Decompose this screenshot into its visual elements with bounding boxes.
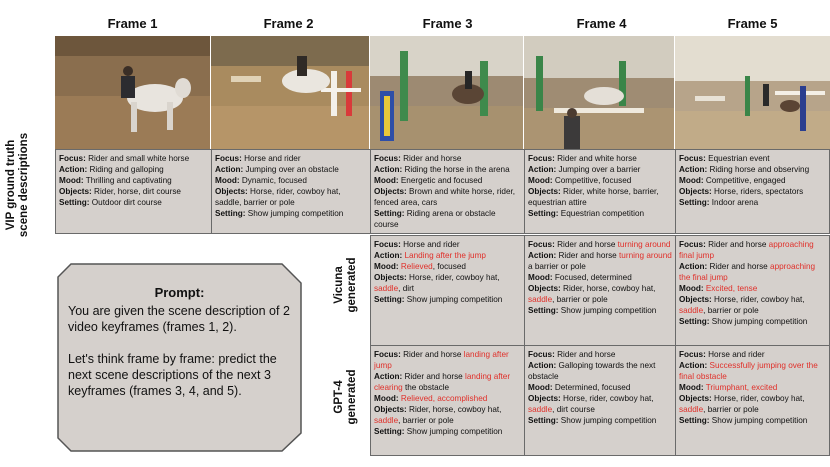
vicuna-row-label: Vicuna generated: [333, 257, 358, 313]
prompt-title: Prompt:: [154, 285, 205, 300]
gpt4-cell-frame-5: Focus: Horse and rider Action: Successfully jumping over the final obstacle Mood: Triumphant, excited Objects: Horse, rider, cowboy hat, saddle, barrier or pole Setting: Show jumping competition: [675, 345, 830, 456]
vicuna-cell-frame-5: Focus: Rider and horse approaching final jump Action: Rider and horse approaching the final jump Mood: Excited, tense Objects: Horse, rider, cowboy hat, saddle, barrier or pole Setting: Show jumping competition: [675, 235, 830, 346]
prompt-box: [57, 263, 302, 452]
prompt-body: [68, 303, 298, 415]
vip-cell-frame-3: Focus: Rider and horse Action: Riding the horse in the arena Mood: Energetic and focused Objects: Brown and white horse, rider, fenced area, cars Setting: Riding arena or obstacle course: [370, 149, 525, 234]
gpt4-cell-frame-3: Focus: Rider and horse landing after jump Action: Rider and horse landing after clearing the obstacle Mood: Relieved, accomplished Objects: Rider, horse, cowboy hat, saddle, barrier or pole Setting: Show jumping competition: [370, 345, 525, 456]
vicuna-cell-frame-4: Focus: Rider and horse turning around Action: Rider and horse turning around a barrier or pole Mood: Focused, determined Objects: Rider, horse, cowboy hat, saddle, barrier or pole Setting: Show jumping competition: [524, 235, 676, 346]
frame-3-header: Frame 3: [422, 16, 473, 31]
frame-3-image: [370, 36, 523, 149]
vip-cell-frame-4: Focus: Rider and white horse Action: Jumping over a barrier Mood: Competitive, focused Objects: Rider, white horse, barrier, equestrian attire Setting: Equestrian competition: [524, 149, 676, 234]
vip-cell-frame-5: Focus: Equestrian event Action: Riding horse and observing Mood: Competitive, engaged Objects: Horse, riders, spectators Setting: Indoor arena: [675, 149, 830, 234]
vicuna-cell-frame-3: Focus: Horse and rider Action: Landing after the jump Mood: Relieved, focused Objects: Horse, rider, cowboy hat, saddle, dirt Setting: Show jumping competition: [370, 235, 525, 346]
frame-4-image: [524, 36, 674, 149]
prompt-line-2: Let's think frame by frame: predict the next scene descriptions of the next 3 keyframes (frames 3, 4, and 5).: [68, 352, 277, 398]
frame-2-image: [211, 36, 369, 149]
gpt4-row-label: GPT-4 generated: [333, 369, 358, 425]
frame-1-header: Frame 1: [107, 16, 158, 31]
vip-cell-frame-2: Focus: Horse and rider Action: Jumping over an obstacle Mood: Dynamic, focused Objects: Horse, rider, cowboy hat, saddle, barrier or pole Setting: Show jumping competition: [211, 149, 371, 234]
frame-5-header: Frame 5: [727, 16, 778, 31]
frame-4-header: Frame 4: [576, 16, 627, 31]
frame-2-header: Frame 2: [263, 16, 314, 31]
vip-cell-frame-1: Focus: Rider and small white horse Action: Riding and galloping Mood: Thrilling and captivating Objects: Rider, horse, dirt course Setting: Outdoor dirt course: [55, 149, 212, 234]
frame-1-image: [55, 36, 210, 149]
prompt-line-1: You are given the scene description of 2 video keyframes (frames 1, 2).: [68, 304, 290, 334]
vip-row-label: VIP ground truth scene descriptions: [5, 132, 30, 238]
frame-5-image: [675, 36, 830, 149]
gpt4-cell-frame-4: Focus: Rider and horse Action: Galloping towards the next obstacle Mood: Determined, focused Objects: Horse, rider, cowboy hat, saddle, dirt course Setting: Show jumping competition: [524, 345, 676, 456]
